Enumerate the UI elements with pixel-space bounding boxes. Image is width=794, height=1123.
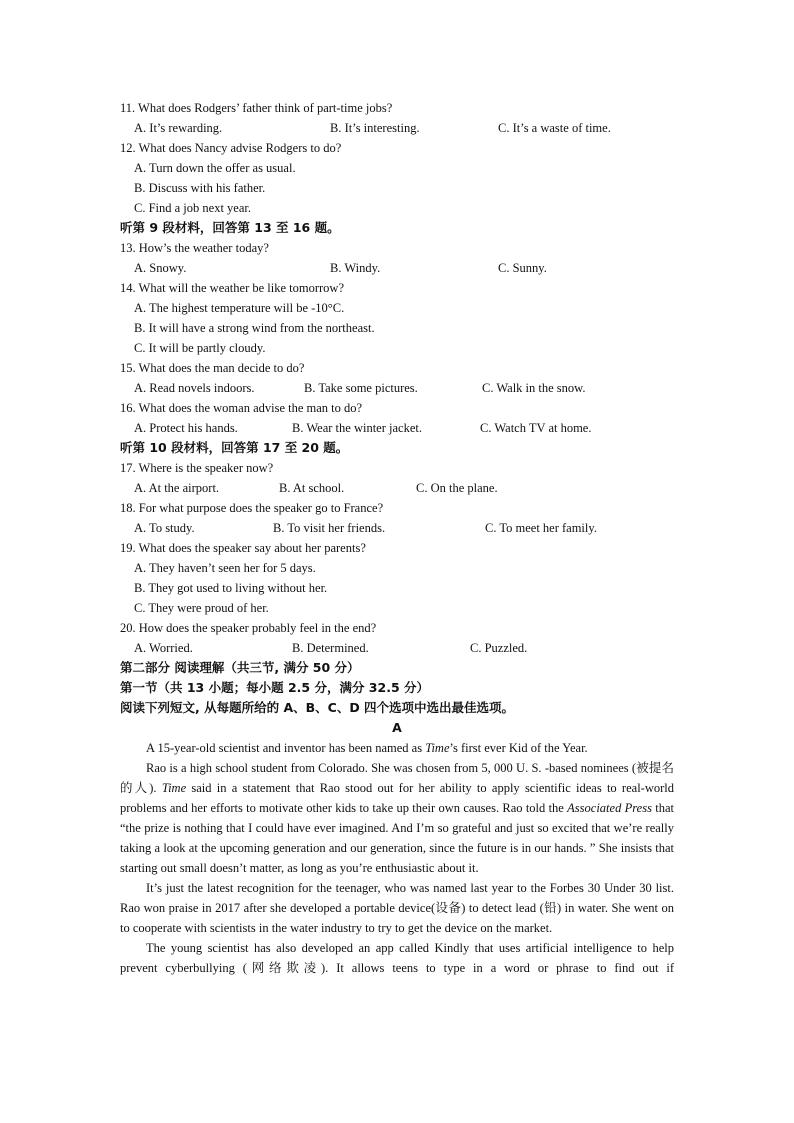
question-12-stem: 12. What does Nancy advise Rodgers to do?: [120, 141, 342, 155]
question-11-stem: 11. What does Rodgers’ father think of part-time jobs?: [120, 101, 393, 115]
question-11-option-c: C. It’s a waste of time.: [498, 121, 611, 135]
passage-a: [120, 738, 674, 978]
question-14-option-a: A. The highest temperature will be -10°C.: [134, 301, 345, 315]
question-13-stem: 13. How’s the weather today?: [120, 241, 269, 255]
question-17-option-a: A. At the airport.: [134, 481, 220, 495]
question-16-option-c: C. Watch TV at home.: [480, 421, 592, 435]
question-19-option-b: B. They got used to living without her.: [134, 581, 328, 595]
question-17-option-b: B. At school.: [279, 481, 345, 495]
passage-paragraph-4: The young scientist has also developed an app called Kindly that uses artificial intelligence to help prevent cyberbullying (网络欺凌). It allows teens to type in a word or phrase to find out if: [120, 941, 674, 975]
question-20-option-b: B. Determined.: [292, 641, 369, 655]
question-18-option-c: C. To meet her family.: [485, 521, 597, 535]
question-13-option-a: A. Snowy.: [134, 261, 187, 275]
question-19-option-a: A. They haven’t seen her for 5 days.: [134, 561, 316, 575]
question-12-option-a: A. Turn down the offer as usual.: [134, 161, 296, 175]
question-20-option-a: A. Worried.: [134, 641, 193, 655]
question-14-option-c: C. It will be partly cloudy.: [134, 341, 266, 355]
question-17-option-c: C. On the plane.: [416, 481, 498, 495]
question-18-option-a: A. To study.: [134, 521, 195, 535]
question-18-stem: 18. For what purpose does the speaker go to France?: [120, 501, 384, 515]
question-11-option-b: B. It’s interesting.: [330, 121, 420, 135]
section-one-heading: 第一节（共 13 小题；每小题 2.5 分，满分 32.5 分）: [120, 680, 429, 695]
question-13-option-c: C. Sunny.: [498, 261, 547, 275]
passage-label: A: [392, 720, 402, 735]
question-17-stem: 17. Where is the speaker now?: [120, 461, 274, 475]
part-two-heading: 第二部分 阅读理解（共三节, 满分 50 分）: [120, 660, 360, 675]
question-11-option-a: A. It’s rewarding.: [134, 121, 223, 135]
question-15-option-a: A. Read novels indoors.: [134, 381, 255, 395]
passage-paragraph-3: It’s just the latest recognition for the teenager, who was named last year to the Forbes 30 Under 30 list. Rao won praise in 2017 after she developed a portable device(设备) to detect lead (铅) in water. She went on to cooperate with scientists in the water industry to try to get the device on the market.: [120, 881, 674, 935]
reading-instruction: 阅读下列短文, 从每题所给的 A、B、C、D 四个选项中选出最佳选项。: [120, 700, 515, 715]
question-16-option-b: B. Wear the winter jacket.: [292, 421, 422, 435]
question-13-option-b: B. Windy.: [330, 261, 381, 275]
section-heading-9: 听第 9 段材料，回答第 13 至 16 题。: [120, 220, 340, 235]
question-20-option-c: C. Puzzled.: [470, 641, 528, 655]
question-12-option-c: C. Find a job next year.: [134, 201, 251, 215]
question-19-stem: 19. What does the speaker say about her parents?: [120, 541, 366, 555]
passage-paragraph-1: A 15-year-old scientist and inventor has been named as Time’s first ever Kid of the Year.: [146, 741, 588, 755]
question-14-option-b: B. It will have a strong wind from the northeast.: [134, 321, 375, 335]
passage-paragraph-2: Rao is a high school student from Colorado. She was chosen from 5, 000 U. S. -based nominees (被提名的人). Time said in a statement that Rao stood out for her ability to apply scientific ideas to real-world problems and her efforts to motivate other kids to take up their own causes. Rao told the Associated Press that “the prize is nothing that I could have ever imagined. And I’m so grateful and just so excited that we’re really taking a look at the upcoming generation and our generation, since the future is in our hands. ” She insists that starting out small doesn’t matter, as long as you’re enthusiastic about it.: [120, 761, 674, 875]
question-15-option-c: C. Walk in the snow.: [482, 381, 586, 395]
question-15-stem: 15. What does the man decide to do?: [120, 361, 305, 375]
section-heading-10: 听第 10 段材料，回答第 17 至 20 题。: [120, 440, 349, 455]
question-16-option-a: A. Protect his hands.: [134, 421, 238, 435]
question-14-stem: 14. What will the weather be like tomorrow?: [120, 281, 345, 295]
question-18-option-b: B. To visit her friends.: [273, 521, 386, 535]
question-12-option-b: B. Discuss with his father.: [134, 181, 266, 195]
question-16-stem: 16. What does the woman advise the man to do?: [120, 401, 363, 415]
question-15-option-b: B. Take some pictures.: [304, 381, 418, 395]
question-20-stem: 20. How does the speaker probably feel in the end?: [120, 621, 377, 635]
question-19-option-c: C. They were proud of her.: [134, 601, 269, 615]
